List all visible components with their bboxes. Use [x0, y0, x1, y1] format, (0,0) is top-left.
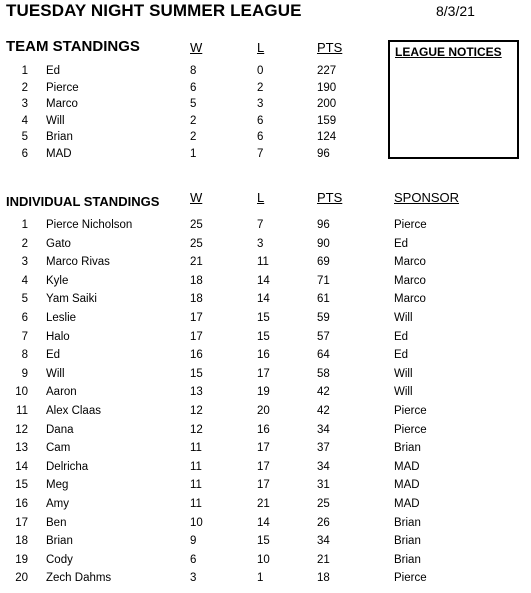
player-points-cell: 96 [317, 219, 330, 231]
player-wins-cell: 18 [190, 293, 203, 306]
team-rank-cell: 4 [21, 114, 28, 127]
player-name-cell: Ben [46, 516, 67, 529]
player-name-cell: Ed [46, 349, 61, 362]
player-wins-cell: 11 [190, 460, 202, 473]
team-rank-cell: 3 [21, 98, 28, 110]
team-rank-cell: 2 [21, 81, 28, 94]
ind-col-w-header: W [190, 190, 203, 205]
team-wins-cell: 6 [190, 81, 197, 94]
player-sponsor-cell: Marco [394, 293, 426, 306]
player-sponsor-cell: Pierce [394, 219, 427, 231]
player-sponsor-cell: Ed [394, 349, 409, 362]
player-sponsor-cell: Ed [394, 330, 409, 343]
player-points-cell: 58 [317, 367, 330, 380]
player-wins-cell: 15 [190, 367, 203, 380]
player-losses-cell: 1 [257, 572, 264, 585]
player-wins-cell: 11 [190, 442, 202, 455]
player-wins-cell: 21 [190, 256, 203, 269]
team-rank-cell: 1 [21, 65, 28, 77]
player-points-cell: 31 [317, 479, 330, 492]
player-wins-cell: 6 [190, 553, 197, 566]
player-wins-cell: 10 [190, 516, 203, 529]
team-wins-cell: 2 [190, 114, 197, 127]
player-rank-cell: 18 [15, 535, 28, 548]
player-losses-cell: 17 [257, 460, 270, 473]
player-sponsor-cell: MAD [394, 498, 420, 510]
player-wins-cell: 16 [190, 349, 203, 362]
player-sponsor-cell: MAD [394, 460, 420, 473]
player-rank-cell: 1 [21, 219, 28, 231]
player-name-cell: Cody [46, 553, 73, 566]
player-name-cell: Leslie [46, 312, 77, 324]
team-points-cell: 96 [317, 147, 330, 160]
player-name-cell: Amy [46, 498, 69, 510]
player-rank-cell: 10 [15, 386, 28, 399]
date-label: 8/3/21 [436, 3, 475, 19]
player-rank-cell: 11 [16, 405, 28, 417]
player-sponsor-cell: Will [394, 367, 413, 380]
team-col-w-header: W [190, 40, 203, 55]
league-notices-heading: LEAGUE NOTICES [395, 45, 502, 59]
player-rank-cell: 17 [15, 516, 28, 529]
player-name-cell: Kyle [46, 274, 69, 287]
player-losses-cell: 17 [257, 367, 270, 380]
player-rank-cell: 16 [15, 498, 28, 510]
player-losses-cell: 14 [257, 274, 270, 287]
team-wins-cell: 8 [190, 65, 197, 77]
player-losses-cell: 21 [257, 498, 270, 510]
player-name-cell: Delricha [46, 460, 89, 473]
player-points-cell: 34 [317, 460, 330, 473]
player-points-cell: 90 [317, 237, 330, 250]
player-losses-cell: 16 [257, 423, 270, 436]
league-notices-box [388, 40, 519, 159]
player-name-cell: Alex Claas [46, 405, 101, 417]
player-rank-cell: 14 [15, 460, 28, 473]
player-losses-cell: 7 [257, 219, 264, 231]
player-wins-cell: 11 [190, 479, 202, 492]
player-rank-cell: 9 [21, 367, 28, 380]
player-points-cell: 26 [317, 516, 330, 529]
team-wins-cell: 5 [190, 98, 197, 110]
ind-col-pts-header: PTS [317, 190, 343, 205]
player-sponsor-cell: Pierce [394, 572, 427, 585]
player-rank-cell: 8 [21, 349, 28, 362]
player-wins-cell: 9 [190, 535, 197, 548]
team-wins-cell: 2 [190, 131, 197, 143]
player-rank-cell: 5 [21, 293, 28, 306]
player-rank-cell: 4 [21, 274, 28, 287]
player-wins-cell: 3 [190, 572, 197, 585]
team-rank-cell: 5 [21, 131, 28, 143]
player-sponsor-cell: Marco [394, 274, 426, 287]
player-sponsor-cell: Brian [394, 553, 421, 566]
ind-col-l-header: L [257, 190, 265, 205]
player-sponsor-cell: Pierce [394, 405, 427, 417]
player-points-cell: 21 [317, 553, 330, 566]
player-points-cell: 42 [317, 405, 330, 417]
player-rank-cell: 2 [21, 237, 28, 250]
player-name-cell: Zech Dahms [46, 572, 112, 585]
player-losses-cell: 17 [257, 442, 270, 455]
ind-col-sponsor-header: SPONSOR [394, 190, 460, 205]
player-sponsor-cell: Brian [394, 442, 421, 455]
team-name-cell: Marco [46, 98, 78, 110]
player-wins-cell: 12 [190, 405, 203, 417]
player-sponsor-cell: Brian [394, 535, 421, 548]
player-name-cell: Meg [46, 479, 69, 492]
player-sponsor-cell: MAD [394, 479, 420, 492]
player-losses-cell: 16 [257, 349, 270, 362]
player-wins-cell: 18 [190, 274, 203, 287]
player-wins-cell: 17 [190, 330, 203, 343]
player-points-cell: 59 [317, 312, 330, 324]
player-losses-cell: 19 [257, 386, 270, 399]
player-wins-cell: 25 [190, 219, 203, 231]
player-losses-cell: 11 [257, 256, 269, 269]
player-points-cell: 42 [317, 386, 330, 399]
player-losses-cell: 14 [257, 516, 270, 529]
team-name-cell: Brian [46, 131, 73, 143]
team-points-cell: 159 [317, 114, 337, 127]
player-name-cell: Gato [46, 237, 71, 250]
player-points-cell: 34 [317, 423, 330, 436]
player-sponsor-cell: Will [394, 312, 413, 324]
player-points-cell: 18 [317, 572, 330, 585]
player-losses-cell: 15 [257, 330, 270, 343]
team-losses-cell: 6 [257, 114, 264, 127]
player-sponsor-cell: Marco [394, 256, 426, 269]
player-name-cell: Yam Saiki [46, 293, 97, 306]
player-losses-cell: 14 [257, 293, 270, 306]
player-rank-cell: 20 [15, 572, 28, 585]
team-name-cell: Ed [46, 65, 61, 77]
player-rank-cell: 6 [21, 312, 28, 324]
player-losses-cell: 15 [257, 535, 270, 548]
team-points-cell: 190 [317, 81, 337, 94]
team-name-cell: Will [46, 114, 65, 127]
player-name-cell: Marco Rivas [46, 256, 110, 269]
team-losses-cell: 2 [257, 81, 264, 94]
team-losses-cell: 7 [257, 147, 264, 160]
player-losses-cell: 3 [257, 237, 264, 250]
team-wins-cell: 1 [190, 147, 197, 160]
team-standings-heading: TEAM STANDINGS [6, 38, 140, 55]
player-rank-cell: 13 [15, 442, 28, 455]
player-rank-cell: 15 [15, 479, 28, 492]
player-wins-cell: 25 [190, 237, 203, 250]
player-rank-cell: 3 [21, 256, 28, 269]
player-name-cell: Cam [46, 442, 71, 455]
team-col-l-header: L [257, 40, 265, 55]
player-name-cell: Will [46, 367, 65, 380]
player-points-cell: 61 [317, 293, 330, 306]
player-losses-cell: 20 [257, 405, 270, 417]
player-losses-cell: 17 [257, 479, 270, 492]
player-rank-cell: 7 [21, 330, 28, 343]
player-rank-cell: 12 [15, 423, 28, 436]
team-points-cell: 200 [317, 98, 337, 110]
page-title: TUESDAY NIGHT SUMMER LEAGUE [6, 1, 302, 20]
player-points-cell: 57 [317, 330, 330, 343]
player-sponsor-cell: Will [394, 386, 413, 399]
team-losses-cell: 3 [257, 98, 264, 110]
player-points-cell: 71 [317, 274, 330, 287]
team-name-cell: Pierce [46, 81, 79, 94]
player-sponsor-cell: Pierce [394, 423, 427, 436]
player-wins-cell: 12 [190, 423, 203, 436]
player-name-cell: Pierce Nicholson [46, 219, 133, 231]
team-rank-cell: 6 [21, 147, 28, 160]
team-points-cell: 124 [317, 131, 337, 143]
player-name-cell: Halo [46, 330, 70, 343]
player-name-cell: Aaron [46, 386, 77, 399]
player-sponsor-cell: Brian [394, 516, 421, 529]
team-points-cell: 227 [317, 65, 337, 77]
team-col-pts-header: PTS [317, 40, 343, 55]
player-name-cell: Brian [46, 535, 73, 548]
player-losses-cell: 15 [257, 312, 270, 324]
player-points-cell: 69 [317, 256, 330, 269]
player-points-cell: 64 [317, 349, 330, 362]
player-wins-cell: 13 [190, 386, 203, 399]
team-name-cell: MAD [46, 147, 72, 160]
individual-standings-heading: INDIVIDUAL STANDINGS [6, 194, 160, 209]
player-losses-cell: 10 [257, 553, 270, 566]
player-wins-cell: 11 [190, 498, 202, 510]
player-points-cell: 25 [317, 498, 330, 510]
player-name-cell: Dana [46, 423, 74, 436]
player-points-cell: 34 [317, 535, 330, 548]
player-sponsor-cell: Ed [394, 237, 409, 250]
team-losses-cell: 6 [257, 131, 264, 143]
player-wins-cell: 17 [190, 312, 203, 324]
player-rank-cell: 19 [15, 553, 28, 566]
player-points-cell: 37 [317, 442, 330, 455]
team-losses-cell: 0 [257, 65, 264, 77]
